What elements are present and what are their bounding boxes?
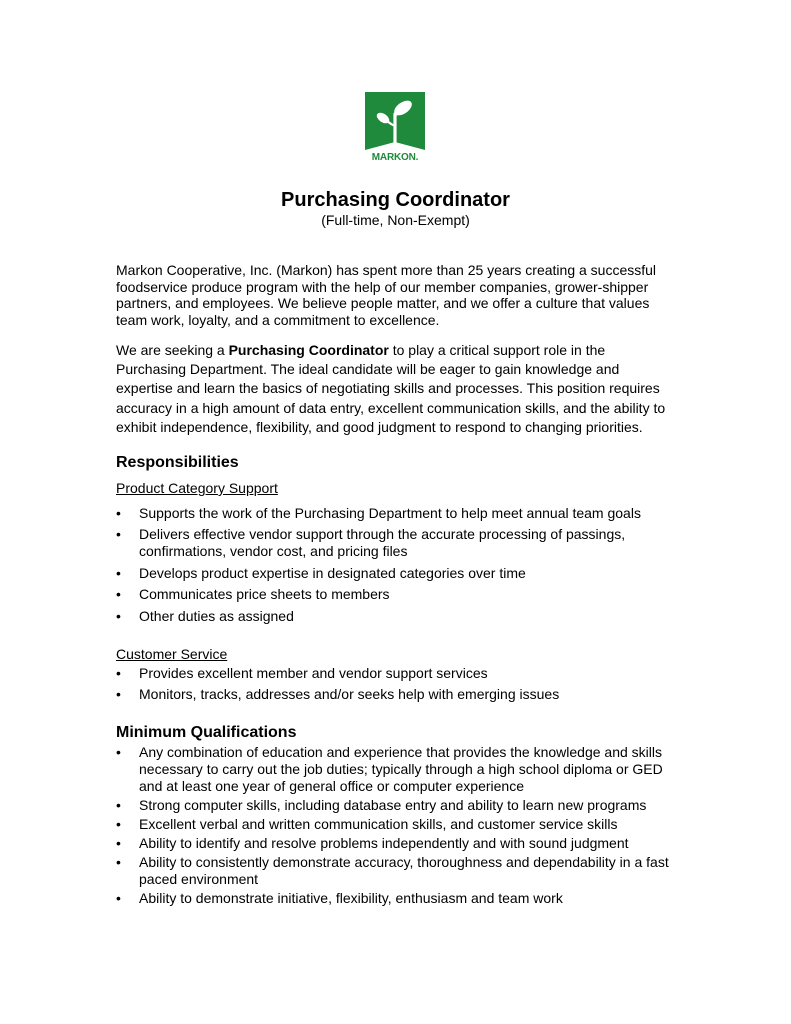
qualifications-list	[116, 744, 676, 909]
sprout-logo-icon	[362, 92, 428, 152]
list-item: • Monitors, tracks, addresses and/or seeks help with emerging issues	[116, 686, 676, 703]
list-item: • Delivers effective vendor support through the accurate processing of passings, confirmations, vendor cost, and pricing files	[116, 526, 676, 560]
list-item: • Supports the work of the Purchasing Department to help meet annual team goals	[116, 505, 676, 522]
logo-wordmark: MARKON.	[371, 152, 419, 163]
list-item: • Ability to demonstrate initiative, flexibility, enthusiasm and team work	[116, 890, 676, 907]
seeking-text-before: We are seeking a	[116, 342, 229, 358]
customer-service-label: Customer Service	[116, 646, 228, 662]
product-category-list	[116, 505, 676, 629]
list-item: • Excellent verbal and written communication skills, and customer service skills	[116, 816, 676, 833]
minimum-qualifications-heading: Minimum Qualifications	[116, 724, 297, 741]
list-item: • Other duties as assigned	[116, 608, 676, 625]
product-category-support-label: Product Category Support	[116, 480, 278, 496]
list-item: • Communicates price sheets to members	[116, 586, 676, 603]
list-item: • Ability to identify and resolve problems independently and with sound judgment	[116, 835, 676, 852]
list-item: • Develops product expertise in designated categories over time	[116, 565, 676, 582]
responsibilities-heading: Responsibilities	[116, 454, 239, 471]
list-item: • Any combination of education and experience that provides the knowledge and skills necessary to carry out the job duties; typically through a high school diploma or GED and at least one year of general office or computer experience	[116, 744, 676, 795]
seeking-paragraph	[116, 341, 676, 437]
list-item: • Ability to consistently demonstrate accuracy, thoroughness and dependability in a fast paced environment	[116, 854, 676, 888]
customer-service-list	[116, 665, 676, 707]
page-subtitle: (Full-time, Non-Exempt)	[321, 212, 470, 228]
intro-paragraph: Markon Cooperative, Inc. (Markon) has spent more than 25 years creating a successful foodservice produce program with the help of our member companies, grower-shipper partners, and employees. We believe people matter, and we offer a culture that values team work, loyalty, and a commitment to excellence.	[116, 262, 657, 328]
seeking-position-name: Purchasing Coordinator	[228, 342, 389, 358]
list-item: • Provides excellent member and vendor support services	[116, 665, 676, 682]
list-item: • Strong computer skills, including database entry and ability to learn new programs	[116, 797, 676, 814]
page-title: Purchasing Coordinator	[281, 189, 510, 211]
seeking-text-after: to play a critical support role in the Purchasing Department. The ideal candidate will be eager to gain knowledge and expertise and learn the basics of negotiating skills and processes. This position requires accuracy in a high amount of data entry, excellent communication skills, and the ability to exhibit independence, flexibility, and good judgment to respond to changing priorities.	[116, 342, 666, 435]
markon-logo	[362, 92, 428, 166]
